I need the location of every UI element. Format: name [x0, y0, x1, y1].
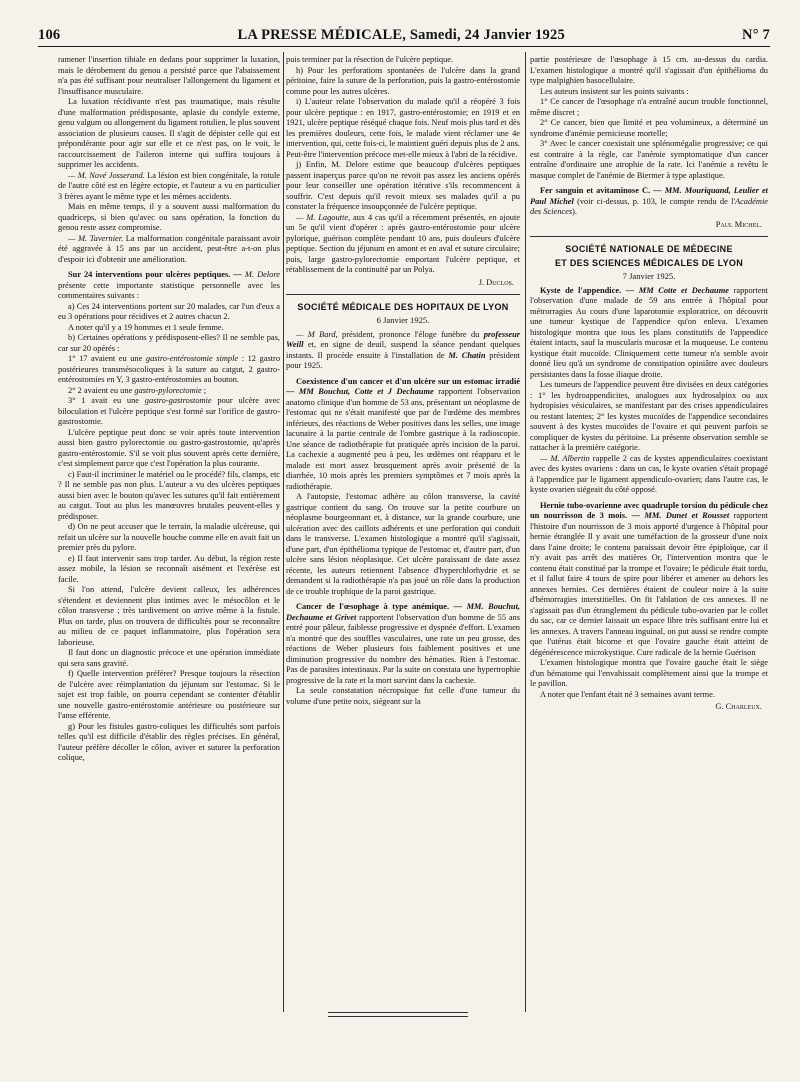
paragraph: 1° Ce cancer de l'œsophage n'a entraîné aucun trouble fonctionnel, même discret ; [530, 97, 768, 117]
speaker-name: — M. Tavernier. [68, 233, 124, 243]
section-date: 7 Janvier 1925. [622, 271, 676, 281]
speaker-name: — M. Albertin [540, 453, 590, 463]
paragraph: — M. Albertin rappelle 2 cas de kystes appendiculaires coexistant avec des kystes ovariens : dans un cas, le kyste ovarien s'était propagé à l'appendice par le ligament appendiculo-ovarien; dans l'autre cas, le kyste ovarien siégeait du côté opposé. [530, 453, 768, 494]
signature: J. Duclos. [478, 277, 514, 287]
journal-title: LA PRESSE MÉDICALE, Samedi, 24 Janvier 1925 [237, 27, 565, 43]
section-title: SOCIÉTÉ NATIONALE DE MÉDECINE [565, 244, 733, 254]
paragraph: Cancer de l'œsophage à type anémique. — MM. Bouchut, Dechaume et Grivet rapportent l'observation d'un homme de 55 ans entré pour pâleur, faiblesse progressive et dyspnée d'effort. L'examen n'a montré que des souffles vasculaires, une rate un peu grosse, des réactions de Weber plusieurs fois faiblement positives et une diminution progressive du nombre des hématies. Rien à l'estomac. Pas de parasites intestinaux. Par la suite on constata une hypertrophie progressive de la rate et la mort survint dans la cachexie. [286, 602, 520, 685]
paragraph: i) L'auteur relate l'observation du malade qu'il a réopéré 3 fois pour ulcère peptique : en 1917, gastro-entérostomie; en 1919 et en 1921, ulcère peptique réséqué chaque fois. Neuf mois plus tard et dès les premières douleurs, cette fois, le malade vient réclamer une 4e intervention, qui, cette fois-ci, le maintient guéri depuis plus de 2 ans. Peut-être l'intervention précoce met-elle mieux à l'abri de la récidive. [286, 97, 520, 159]
page-number: 106 [38, 27, 61, 43]
speaker-name: — M. Lagoutte, [296, 212, 351, 222]
paragraph: L'ulcère peptique peut donc se voir après toute intervention aussi bien gastro pylorectomie ou gastro-gastrostomie, qu'après gastro-entérostomie. S'il se voit plus souvent après cette dernière, c'est simplement parce que c'est l'opération la plus courante. [58, 427, 280, 468]
speaker-name: — M Bard, [296, 329, 338, 339]
issue-number: N° 7 [742, 27, 770, 43]
paragraph: La luxation récidivante n'est pas traumatique, mais résulte d'une malformation prédisposante, aplasie du condyle externe, genu valgum ou allongement du ligament rotulien, le plus souvent association de plusieurs causes. Il s'agit de dépister celle qui est prépondérante pour agir sur elle et ce n'est pas, on le voit, le raccourcissement de l'aileron interne qui suffira toujours à supprimer les accidents. [58, 97, 280, 169]
speaker-name: MM. Dunet et Rousset [644, 511, 730, 520]
paragraph: Mais en même temps, il y a souvent aussi malformation du quadriceps, si bien qu'avec ou sans opération, la fonction du genou reste assez compromise. [58, 202, 280, 232]
paragraph: g) Pour les fistules gastro-coliques les difficultés sont parfois telles qu'il est difficile d'établir des règles précises. En général, l'auteur préfère décoller le côlon, aviver et suturer la perforation colique, [58, 721, 280, 762]
communication-title: Cancer de l'œsophage à type anémique. — [296, 602, 463, 611]
speaker-name: MM Cotte et Dechaume [638, 285, 729, 295]
paragraph: — M. Lagoutte, aux 4 cas qu'il a récemment présentés, en ajoute un 5e qu'il vient d'opérer : après gastro-entérostomie pour ulcère pylorique, guérison complète pendant 10 ans, puis douleurs d'ulcère peptique. Section du jéjunum en amont et en aval et suture circulaire; puis, large gastro-pylorectomie emportant l'ulcère peptique, et rétablissement de la continuité par un Polya. [286, 212, 520, 274]
speaker-name: — M. Nové Josserand. [68, 170, 145, 180]
speaker-name: MM. Mouriquand, Leulier et Paul Michel [530, 186, 768, 206]
speaker-name: MM Bouchut, Cotte et J Dechaume [298, 387, 434, 396]
column-3 [530, 55, 768, 1012]
list-item: 3° 1 avait eu une gastro-gastrostomie pour ulcère avec biloculation et l'ulcère peptique s'est formé sur l'orifice de gastro-gastrostomie. [58, 396, 280, 426]
section-title: SOCIÉTÉ MÉDICALE DES HOPITAUX DE LYON [297, 302, 509, 312]
paragraph: Kyste de l'appendice. — MM Cotte et Dechaume rapportent l'observation d'une malade de 59 ans entrée à l'hôpital pour métrorragies Au cours d'une laparotomie exploratrice, on découvrit une tumeur kystique de l'appendice qu'on enleva. L'examen histologique montra que tous les plans constitutifs de l'appendice étaient intacts, sauf la muscularis mucosæ et la muqueuse. Le contenu kystique était mucoïde. Cliniquement cette tumeur n'a semble avoir donné lieu qu'à un syndrome de constipation opiniâtre avec douleurs persistantes dans la fosse iliaque droite. [530, 285, 768, 379]
footer-rule [328, 1012, 468, 1013]
paragraph: Si l'on attend, l'ulcère devient calleux, les adhérences s'étendent et deviennent plus intimes avec le mésocôlon et le côlon transverse ; très tardivement on arrive même à la fistule. Plus on tarde, plus on trouvera de difficultés pour se reconnaître au milieu de ce paquet inflammatoire, plus l'opération sera laborieuse. [58, 585, 280, 647]
paragraph: — M. Nové Josserand. La lésion est bien congénitale, la rotule de l'autre côté est en légère ectopie, et l'auteur a vu en particulier 3 frères ayant le même type et les mêmes accidents. [58, 170, 280, 201]
column-2 [286, 55, 520, 1012]
footer-rule [328, 1016, 468, 1017]
paragraph: Les tumeurs de l'appendice peuvent être divisées en deux catégories : 1° les hydroappendicites, analogues aux hydrosalpinx ou aux hydropisies vésiculaires, se manifestant par des crises appendiculaires ou restant latentes; 2° les kystes mucoïdes de l'appendice secondaires souvent à des kystes mucoïdes de l'ovaire et qui peuvent parfois se compliquer de kystes du péritoine. La présente observation semble se rattacher à la première catégorie. [530, 380, 768, 452]
signature: G. Charleux. [715, 702, 762, 711]
paragraph: partie postérieure de l'œsophage à 15 cm. au-dessus du cardia. L'examen histologique a montré qu'il s'agissait d'un épithélioma du type malpighien basocellulaire. [530, 55, 768, 85]
paragraph: A l'autopsie, l'estomac adhère au côlon transverse, la cavité gastrique contient du sang. On trouve sur la petite courbure un néoplasme bourgeonnant et, à distance, sur la grande courbure, une ulcération avec des caillots adhérents et une perforation qui conduit dans le transverse. L'examen histologique a montré qu'il s'agissait, d'une part, d'un épithélioma typique de l'estomac et, d'autre part, d'un ulcère sans lésion néoplasique. Cet ulcère paraissant de date assez récente, les auteurs retiennent l'absence d'hyperchlorhydrie et se demandent si la radiothérapie n'a pas joué un rôle dans la production de ce trouble trophique de la paroi gastrique. [286, 492, 520, 596]
list-item: 2° 2 avaient eu une gastro-pylorectomie ; [68, 385, 207, 395]
paragraph: c) Faut-il incriminer le matériel ou le procédé? fils, clamps, etc ? Il ne semble pas non plus. L'auteur a vu des ulcères peptiques aussi bien avec le bouton qu'avec les sutures qu'il fait entièrement au catgut. Tout au plus les manœuvres brutales peuvent-elles y prédisposer. [58, 469, 280, 521]
paragraph: A noter qu'il y a 19 hommes et 1 seule femme. [68, 322, 224, 332]
communication-title: Coexistence d'un cancer et d'un ulcère sur un estomac irradié — [286, 376, 520, 396]
paragraph: 2° Ce cancer, bien que limité et peu volumineux, a déterminé un syndrome d'anémie pernicieuse mortelle; [530, 118, 768, 138]
paragraph: b) Certaines opérations y prédisposent-elles? Il ne semble pas, car sur 20 opérés : [58, 333, 280, 353]
paragraph: Les auteurs insistent sur les points suivants : [540, 86, 689, 96]
paragraph: 3° Avec le cancer coexistait une splénomégalie progressive; ce qui est contraire à la règle, car l'anémie symptomatique d'un cancer entraîne d'ordinaire une atrophie de la rate. Ici l'anémie a revêtu le masque complet de l'anémie de Biermer à type aplastique. [530, 139, 768, 180]
communication-title: Kyste de l'appendice. — [540, 285, 635, 295]
speaker-name: MM. Bouchut, Dechaume et Grivet [286, 602, 520, 622]
paragraph: h) Pour les perforations spontanées de l'ulcère dans la grand péritoine, faire la suture de la perforation, puis la gastro-entérostomie comme pour les autres ulcères. [286, 65, 520, 96]
communication-title: Sur 24 interventions pour ulcères peptiques. — [68, 270, 242, 279]
paragraph: A noter que l'enfant était né 3 semaines avant terme. [540, 689, 715, 699]
paragraph: a) Ces 24 interventions portent sur 20 malades, car l'un d'eux a eu 3 opérations pour récidives et 2 autres chacun 2. [58, 301, 280, 321]
paragraph: j) Enfin, M. Delore estime que beaucoup d'ulcères peptiques passent inaperçus parce qu'on ne revoit pas assez les anciens opérés pour leur conseiller une opération itérative s'ils recommencent à souffrir. C'est depuis qu'il revoit mieux ses malades qu'il a pu constater la fréquence insoupçonnée de l'ulcère peptique. [286, 160, 520, 211]
list-item: 1° 17 avaient eu une gastro-entérostomie simple : 12 gastro postérieures transmésocoliques à la suture au catgut, 2 gastro-entérostomies en Y, 3 gastro-entérostomies au bouton. [58, 354, 280, 384]
page-header [38, 27, 770, 47]
paragraph: — M. Tavernier. La malformation congénitale paraissant avoir été aggravée à 15 ans par un accident, peut-être a-t-on plus d'espoir ici d'obtenir une amélioration. [58, 233, 280, 264]
paragraph: Il faut donc un diagnostic précoce et une opération immédiate qui sera sans gravité. [58, 648, 280, 668]
column-1 [58, 55, 280, 1012]
paragraph: — M Bard, président, prononce l'éloge funèbre du professeur Weill et, en signe de deuil, suspend la séance pendant quelques instants. Il procède ensuite à l'installation de M. Chatin président pour 1925. [286, 329, 520, 370]
speaker-name: M. Delore [244, 270, 280, 279]
paragraph: Fer sanguin et avitaminose C. — MM. Mouriquand, Leulier et Paul Michel (voir ci-dessus, p. 103, le compte rendu de l'Académie des Sciences). [530, 186, 768, 216]
paragraph: puis terminer par la résection de l'ulcère peptique. [286, 55, 454, 64]
communication-title: Hernie tubo-ovarienne avec quadruple torsion du pédicule chez un nourrisson de 3 mois. — [530, 500, 768, 520]
paragraph: Hernie tubo-ovarienne avec quadruple torsion du pédicule chez un nourrisson de 3 mois. — MM. Dunet et Rousset rapportent l'histoire d'un nourrisson de 3 mois apporté d'urgence à l'hôpital pour hernie étranglée Il y avait une tuméfaction de la grosseur d'une noix dans l'aine droite; le contenu paraissait devoir être épiploïque, car il n'y avait pas arrêt des matières Or, l'intervention montra que le contenu était constitué par la trompe et l'ovaire; le pédicule était tordu, et il fallut faire 4 tours de spire pour libérer et amener au dehors les annexes hernies. Ces dernières étaient de couleur noire à la suite d'hémorragies interstitielles. On fit l'ablation de ces annexes. Il ne s'agissait pas d'un étranglement du pédicule tubo-ovarien par le collet du sac, car ce dernier laissait un espace libre très suffisant entre lui et les annexes. A travers l'anneau inguinal, on put aussi se rendre compte que l'utérus était bicorne et que l'ovaire gauche était atteint de dégénérescence microkystique. Cure radicale de la hernie Guérison [530, 500, 768, 657]
column-divider [283, 52, 284, 1012]
paragraph: L'examen histologique montra que l'ovaire gauche était le siège d'un hématome qui l'envahissait complètement ainsi que la trompe et le pavillon. [530, 658, 768, 688]
paragraph: Sur 24 interventions pour ulcères peptiques. — M. Delore présente cette importante statistique personnelle avec les commentaires suivants : [58, 270, 280, 300]
paragraph: La seule constatation nécropsique fut celle d'une tumeur du volume d'une petite noix, siégeant sur la [286, 686, 520, 706]
section-rule [530, 236, 768, 237]
paragraph: Coexistence d'un cancer et d'un ulcère sur un estomac irradié — MM Bouchut, Cotte et J Dechaume rapportent l'observation anatomo clinique d'un homme de 53 ans, présentant un néoplasme de l'estomac qui ne s'était manifesté que par de l'œdème des membres inférieurs, des réactions de Weber positives dans les selles, une image lacunaire à la partie centrale de l'ombre gastrique à la radioscopie. Une séance de radiothérapie fut pratiquée après incision de la paroi. La cachexie a augmenté peu à peu, les œdèmes ont réapparu et le malade est mort assez brusquement après avoir présenté de la diarrhée, 10 mois après les premiers symptômes et 7 mois après la radiothérapie. [286, 376, 520, 491]
column-divider [525, 52, 526, 1012]
section-title: ET DES SCIENCES MÉDICALES DE LYON [554, 258, 744, 268]
section-date: 6 Janvier 1925. [376, 315, 430, 325]
paragraph: ramener l'insertion tibiale en dedans pour supprimer la luxation, mais le dérobement du genou a persisté parce que l'abaissement n'a pas été suffisant pour neutraliser l'allongement du ligament et l'insuffisance musculaire. [58, 55, 280, 96]
communication-title: Fer sanguin et avitaminose C. — [540, 186, 662, 195]
paragraph: e) Il faut intervenir sans trop tarder. Au début, la région reste assez mobile, la lésion se reconnaît aisément et l'exérèse est facile. [58, 553, 280, 584]
signature: Paul Michel. [715, 219, 762, 229]
section-rule [286, 294, 520, 295]
header-rule [38, 46, 770, 47]
paragraph: f) Quelle intervention préférer? Presque toujours la résection de l'ulcère avec réimplantation du jéjunum sur l'estomac. Si le sujet est trop faible, on pourra cependant se contenter d'établir une nouvelle gastro-entérostomie antérieure ou postérieure sur l'anse efférente. [58, 669, 280, 720]
paragraph: d) On ne peut accuser que le terrain, la maladie ulcéreuse, qui refait un ulcère sur la nouvelle bouche comme elle en avait fait un premier près du pylore. [58, 522, 280, 552]
